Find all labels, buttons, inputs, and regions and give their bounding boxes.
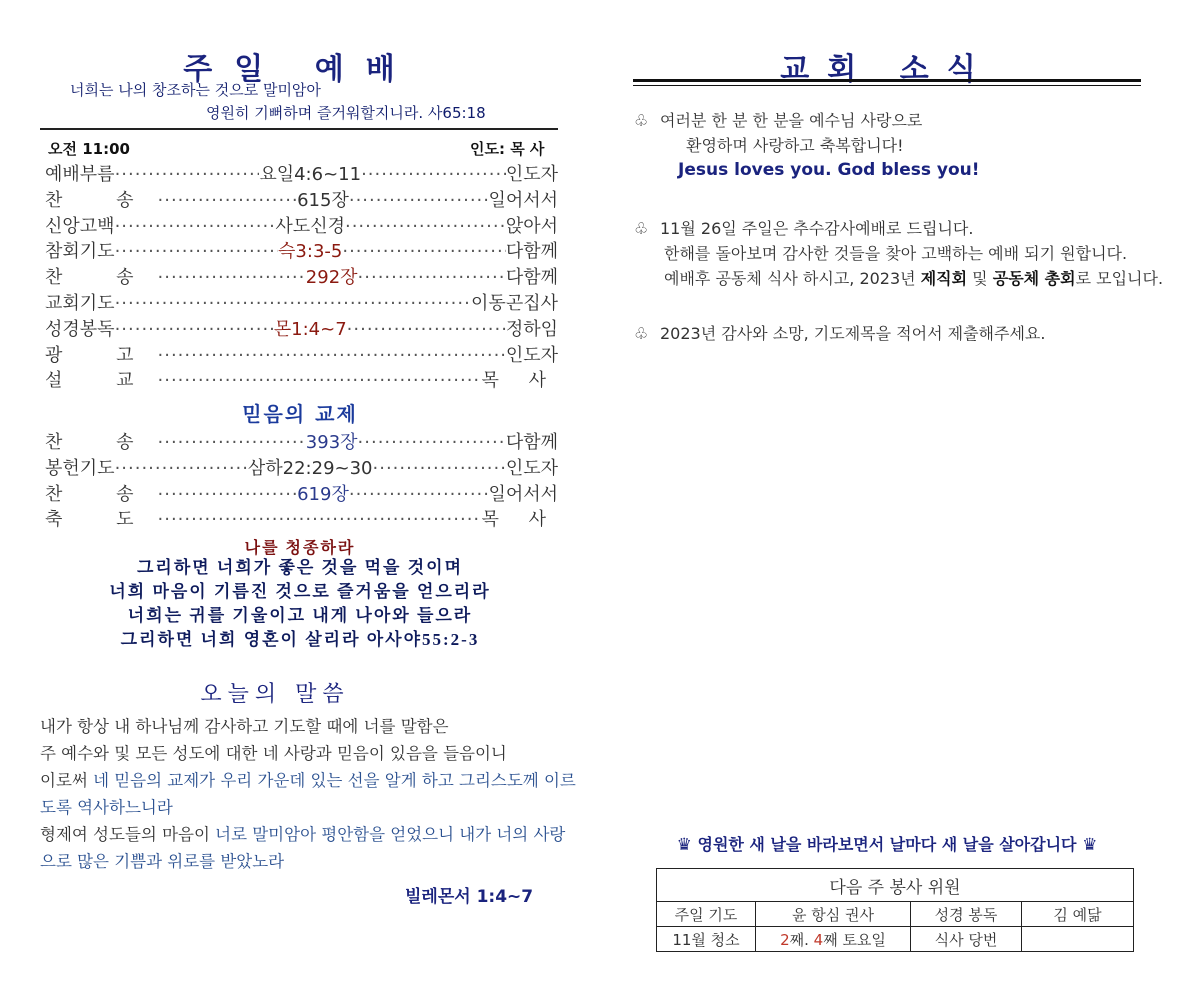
order-label: 봉헌기도 [45, 457, 115, 479]
order-label: 찬 송 [45, 432, 158, 453]
order-person: 이동곤집사 [471, 292, 558, 314]
clover-icon: ♧ [634, 324, 649, 343]
order-label: 설 교 [45, 370, 158, 392]
order-item [45, 186, 558, 212]
order-item [45, 454, 558, 480]
order-person: 인도자 [505, 457, 558, 479]
duty-table [656, 868, 1134, 952]
order-label: 성경봉독 [45, 318, 115, 340]
divider [40, 128, 558, 130]
table-cell: 2째. 4째 토요일 [756, 927, 911, 952]
order-detail: 615장 [297, 189, 349, 211]
order-label: 신앙고백 [45, 215, 115, 237]
scripture-highlight: 너로 말미암아 평안함을 얻었으니 내가 너의 사랑으로 많은 기쁨과 위로를 받았노라 [40, 825, 566, 871]
order-person: 목 사 [481, 509, 558, 531]
service-time: 오전 11:00 [48, 140, 130, 158]
news-item: ♧ 11월 26일 주일은 추수감사예배로 드립니다. 한해를 돌아보며 감사한 것들을 찾아 고백하는 예배 되기 원합니다. 예배후 공동체 식사 하시고, 2023년 제직회 및 공동체 총회로 모입니다. [634, 216, 1174, 291]
order-item [45, 263, 558, 289]
todays-word-title: 오늘의 말씀 [200, 682, 350, 707]
scripture-line: 내가 항상 내 하나님께 감사하고 기도할 때에 너를 말함은 [40, 717, 449, 736]
table-cell: 윤 항심 권사 [756, 902, 911, 927]
order-person: 목 사 [481, 370, 558, 392]
scripture-line: 주 예수와 및 모든 성도에 대한 네 사랑과 믿음이 있음을 들음이니 [40, 744, 507, 763]
order-detail: 619장 [297, 483, 349, 505]
order-detail: 몬1:4~7 [273, 318, 347, 340]
order-person: 앉아서 [505, 215, 559, 237]
table-row [657, 927, 1134, 952]
order-detail: 393장 [305, 432, 358, 453]
table-cell: 식사 당번 [911, 927, 1022, 952]
call-heading: 나를 청종하라 [244, 540, 356, 557]
scripture-highlight: 네 믿음의 교제가 우리 가운데 있는 선을 알게 하고 그리스도께 이르도록 역사하느니라 [40, 771, 576, 817]
table-cell: 성경 봉독 [911, 902, 1022, 927]
fellowship-title: 믿음의 교제 [242, 402, 358, 426]
order-person: 일어서서 [488, 189, 558, 211]
order-label: 참회기도 [45, 241, 115, 263]
call-line: 그리하면 너희가 좋은 것을 먹을 것이며 [136, 558, 463, 577]
order-of-worship [45, 160, 558, 392]
church-news-title: 교회 소식 [780, 53, 994, 86]
order-person: 다함께 [505, 432, 559, 453]
motto: ♛ 영원한 새 날을 바라보면서 날마다 새 날을 살아갑니다 ♛ [676, 835, 1098, 855]
clover-icon: ♧ [634, 111, 649, 130]
call-line: 너희 마음이 기름진 것으로 즐거움을 얻으리라 [109, 582, 491, 601]
service-leader: 인도: 목 사 [470, 140, 545, 158]
theme-verse-line1: 너희는 나의 창조하는 것으로 말미암아 [70, 81, 321, 99]
scripture-line: 이로써 네 믿음의 교제가 우리 가운데 있는 선을 알게 하고 그리스도께 이르도록 역사하느니라 [40, 771, 576, 817]
order-detail: 삼하22:29~30 [247, 457, 373, 479]
order-item [45, 315, 558, 341]
theme-verse-line2: 영원히 기뻐하며 즐거워할지니라. 사65:18 [206, 104, 486, 122]
order-item [45, 237, 558, 263]
order-label: 축 도 [45, 509, 158, 531]
order-item [45, 480, 558, 506]
divider [633, 79, 1141, 82]
call-line: 너희는 귀를 기울이고 내게 나아와 들으라 [127, 606, 473, 625]
table-row [657, 902, 1134, 927]
order-person: 인도자 [505, 344, 558, 366]
english-blessing: Jesus loves you. God bless you! [678, 160, 980, 180]
call-line: 그리하면 너희 영혼이 살리라 아사야55:2-3 [120, 630, 480, 649]
order-label: 찬 송 [45, 267, 158, 289]
news-item: ♧ 여러분 한 분 한 분을 예수님 사랑으로 환영하며 사랑하고 축복합니다! Jesus loves you. God bless you! [634, 108, 1174, 183]
duty-table-title: 다음 주 봉사 위원 [657, 869, 1134, 902]
order-item [45, 428, 558, 454]
call-verse [40, 556, 560, 652]
order-label: 찬 송 [45, 189, 158, 211]
scripture-text [40, 713, 580, 875]
order-person: 인도자 [505, 164, 558, 185]
order-item [45, 341, 558, 367]
crown-icon: ♛ [676, 835, 692, 855]
worship-title: 주일 예배 [183, 53, 417, 86]
order-person: 다함께 [505, 241, 559, 263]
table-cell: 11월 청소 [657, 927, 756, 952]
news-item: ♧ 2023년 감사와 소망, 기도제목을 적어서 제출해주세요. [634, 321, 1174, 346]
order-person: 일어서서 [488, 483, 558, 505]
order-label: 광 고 [45, 344, 158, 366]
scripture-line: 형제여 성도들의 마음이 너로 말미암아 평안함을 얻었으니 내가 너의 사랑으로 많은 기쁨과 위로를 받았노라 [40, 825, 566, 871]
order-label: 교회기도 [45, 292, 115, 314]
order-item [45, 160, 558, 186]
scripture-reference: 빌레몬서 1:4~7 [405, 887, 534, 907]
fellowship-order [45, 428, 558, 531]
order-person: 정하임 [505, 318, 559, 340]
table-cell [1022, 927, 1134, 952]
crown-icon: ♛ [1082, 835, 1098, 855]
order-detail: 292장 [305, 267, 358, 289]
order-item [45, 212, 558, 238]
order-item [45, 289, 558, 315]
order-detail: 슥3:3-5 [278, 241, 343, 263]
order-label: 예배부름 [45, 164, 115, 185]
table-cell: 주일 기도 [657, 902, 756, 927]
order-detail: 요일4:6~11 [259, 164, 362, 185]
order-person: 다함께 [505, 267, 559, 289]
table-cell: 김 예닮 [1022, 902, 1134, 927]
order-detail: 사도신경 [275, 215, 345, 237]
divider [633, 85, 1141, 86]
order-item [45, 366, 558, 392]
clover-icon: ♧ [634, 219, 649, 238]
order-label: 찬 송 [45, 483, 158, 505]
order-item [45, 505, 558, 531]
